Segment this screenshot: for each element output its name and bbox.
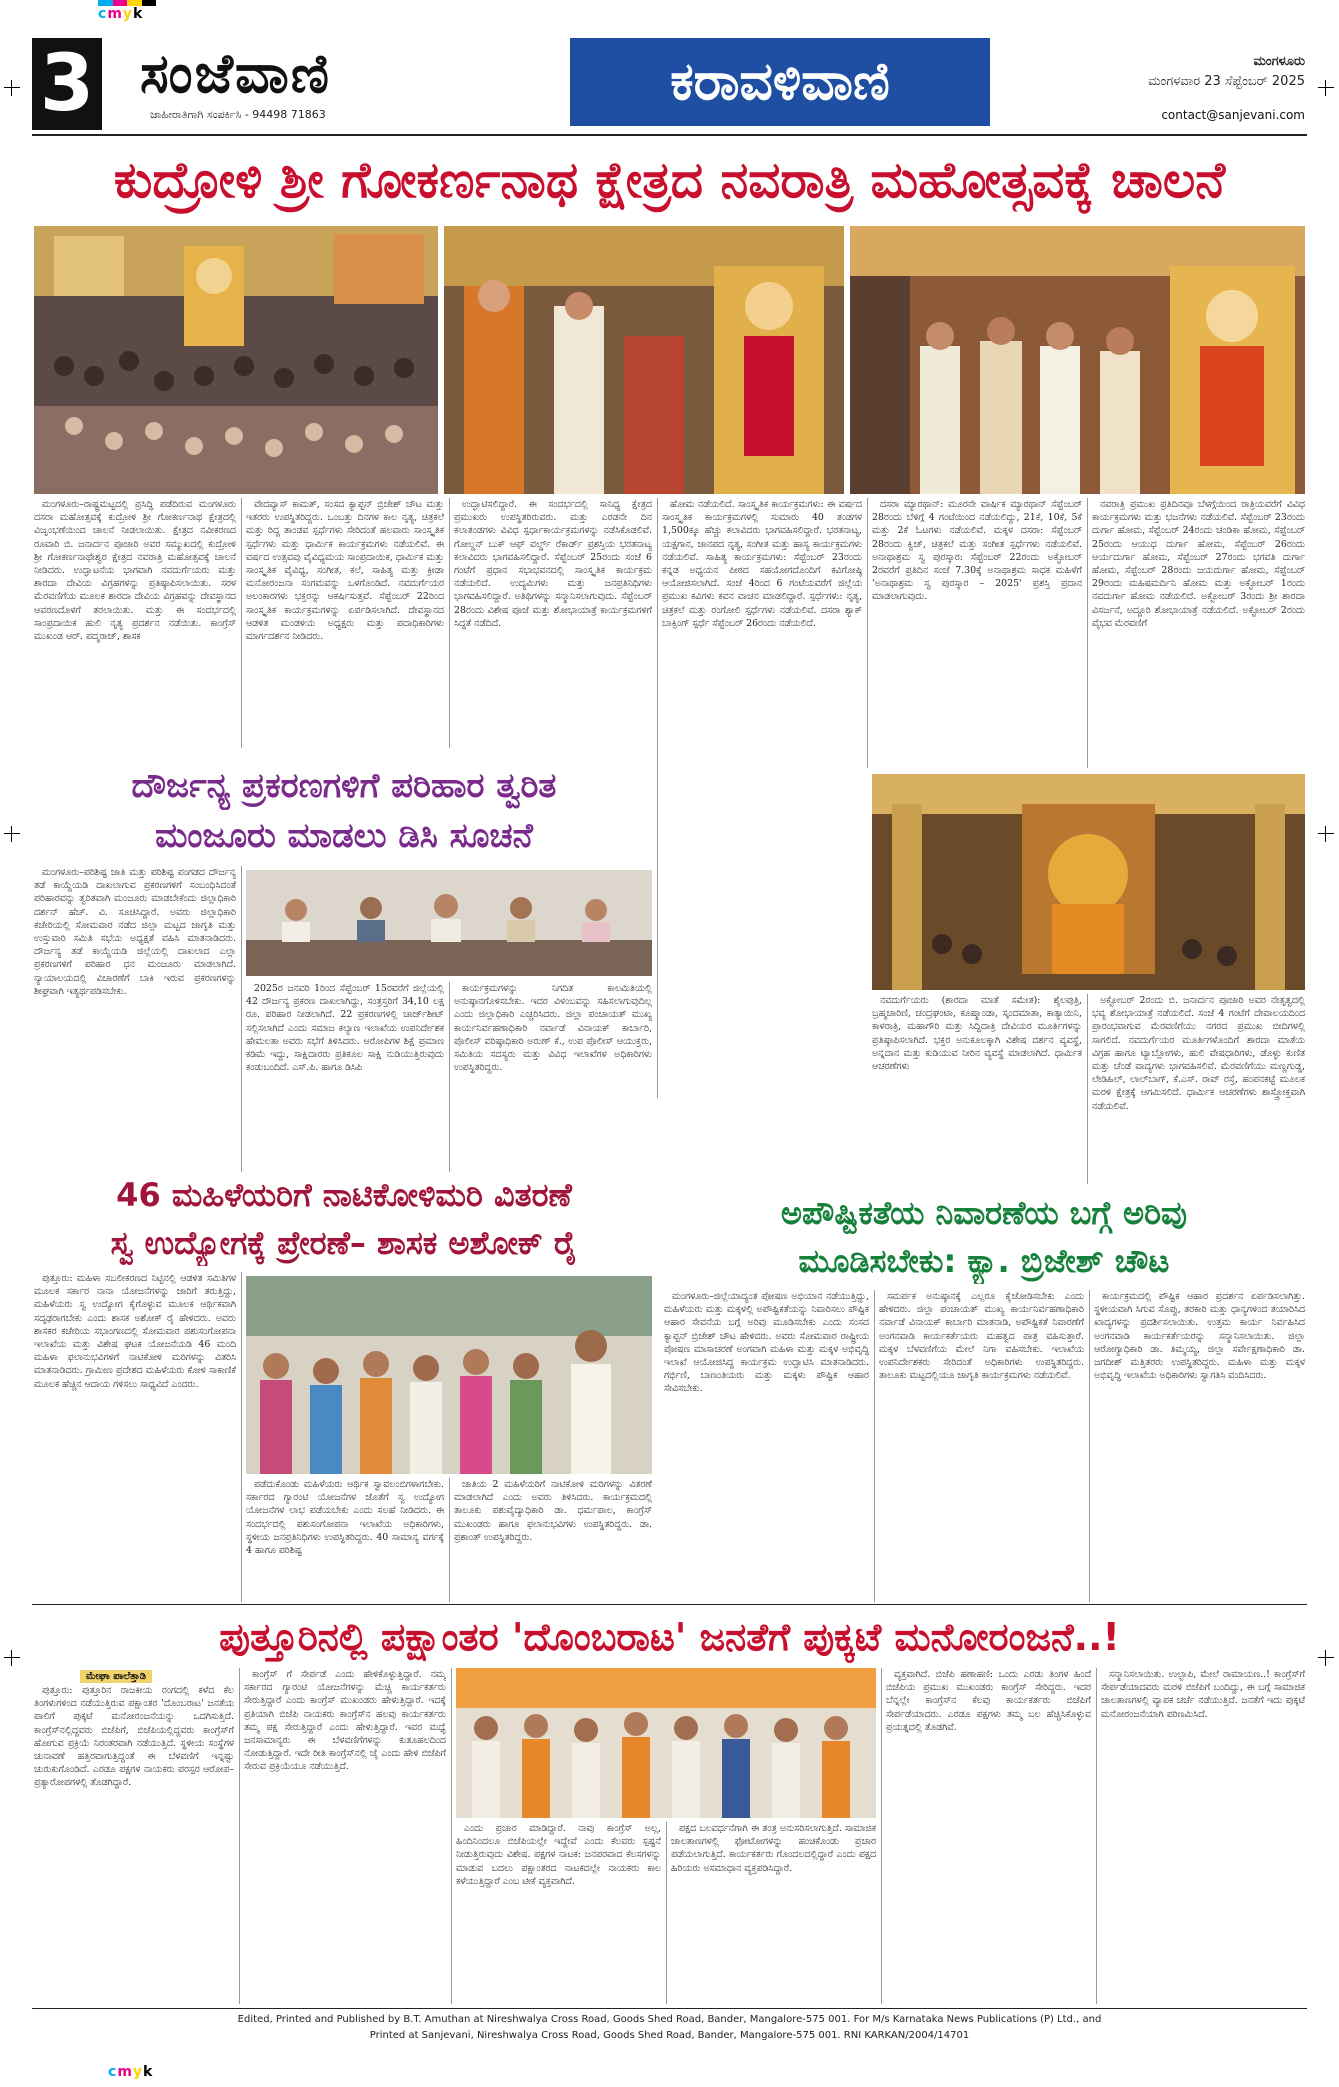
story2-col-3: ಕಾರ್ಯಕ್ರಮಗಳನ್ನು ನಿಗದಿತ ಕಾಲಮಿತಿಯಲ್ಲಿ ಅನುಷ್ಠಾನಗೊಳಿಸಬೇಕು. ಇದರ ವಿಳಂಬವನ್ನು ಸಹಿಸಲಾಗುವುದಿಲ್ಲ ಎಂದು ಜಿಲ್ಲಾಧಿಕಾರಿ ಎಚ್ಚರಿಸಿದರು. ಜಿಲ್ಲಾ ಪಂಚಾಯತ್ ಮುಖ್ಯ ಕಾರ್ಯನಿರ್ವಹಣಾಧಿಕಾರಿ ನರ್ವಾಡೆ ವಿನಾಯಕ್ ಕಾರ್ಬಾರಿ, ಪೊಲೀಸ್ ವರಿಷ್ಠಾಧಿಕಾರಿ ಅರುಣ್ ಕೆ., ಉಪ ಪೊಲೀಸ್ ಆಯುಕ್ತರು, ಸಮಿತಿಯ ಸದಸ್ಯರು ಮತ್ತು ವಿವಿಧ ಇಲಾಖೆಗಳ ಅಧಿಕಾರಿಗಳು ಉಪಸ್ಥಿತರಿದ್ದರು.: [454, 983, 652, 1074]
idol-photo-illustration: [872, 774, 1305, 990]
story5-col-4: ಪಕ್ಷದ ಬಲವರ್ಧನೆಗಾಗಿ ಈ ತಂತ್ರ ಅನುಸರಿಸಲಾಗುತ್ತಿದೆ. ಸಾಮಾಜಿಕ ಜಾಲತಾಣಗಳಲ್ಲಿ ಫೋಟೋಗಳನ್ನು ಹಂಚಿಕೊಂಡು ಪ್ರಚಾರ ಪಡೆಯಲಾಗುತ್ತಿದೆ. ಕಾರ್ಯಕರ್ತರು ಗೊಂದಲದಲ್ಲಿದ್ದಾರೆ ಎಂದು ಪಕ್ಷದ ಹಿರಿಯರು ಅಸಮಾಧಾನ ವ್ಯಕ್ತಪಡಿಸಿದ್ದಾರೆ.: [671, 1823, 876, 1874]
column-rule: [449, 982, 450, 1172]
column-rule: [657, 498, 658, 1098]
edition-masthead: [570, 38, 990, 126]
story2-col-2: 2025ರ ಜನವರಿ 1ರಿಂದ ಸೆಪ್ಟೆಂಬರ್ 15ರವರೆಗೆ ಜಿಲ್ಲೆಯಲ್ಲಿ 42 ದೌರ್ಜನ್ಯ ಪ್ರಕರಣ ದಾಖಲಾಗಿದ್ದು, ಸಂತ್ರಸ್ತರಿಗೆ 34,10 ಲಕ್ಷ ರೂ. ಪರಿಹಾರ ನೀಡಲಾಗಿದೆ. 22 ಪ್ರಕರಣಗಳಲ್ಲಿ ಚಾರ್ಜ್‌ಶೀಟ್ ಸಲ್ಲಿಸಲಾಗಿದೆ ಎಂದು ಸಮಾಜ ಕಲ್ಯಾಣ ಇಲಾಖೆಯ ಉಪನಿರ್ದೇಶಕ ಹೇಮಲತಾ ಅವರು ಸಭೆಗೆ ತಿಳಿಸಿದರು. ಆರೋಪಿಗಳ ಶಿಕ್ಷೆ ಪ್ರಮಾಣ ಕಡಿಮೆ ಇದ್ದು, ಸಾಕ್ಷಿದಾರರು ಪ್ರತಿಕೂಲ ಸಾಕ್ಷಿ ನುಡಿಯುತ್ತಿರುವುದು ಕಂಡುಬಂದಿದೆ. ಎಸ್.ಪಿ. ಹಾಗೂ ಡಿಸಿಪಿ: [246, 983, 444, 1074]
story2-col-1: ಮಂಗಳೂರು–ಪರಿಶಿಷ್ಟ ಜಾತಿ ಮತ್ತು ಪರಿಶಿಷ್ಟ ಪಂಗಡದ ದೌರ್ಜನ್ಯ ತಡೆ ಕಾಯ್ದೆಯಡಿ ದಾಖಲಾಗುವ ಪ್ರಕರಣಗಳಿಗೆ ಸಂಬಂಧಿಸಿದಂತೆ ಪರಿಹಾರವನ್ನು ತ್ವರಿತವಾಗಿ ಮಂಜೂರು ಮಾಡಬೇಕೆಂದು ಜಿಲ್ಲಾಧಿಕಾರಿ ದರ್ಶನ್ ಹೆಚ್. ವಿ. ಸೂಚಿಸಿದ್ದಾರೆ. ಅವರು ಜಿಲ್ಲಾಧಿಕಾರಿ ಕಚೇರಿಯಲ್ಲಿ ಸೋಮವಾರ ನಡೆದ ಜಿಲ್ಲಾ ಮಟ್ಟದ ಜಾಗೃತಿ ಮತ್ತು ಉಸ್ತುವಾರಿ ಸಮಿತಿ ಸಭೆಯ ಅಧ್ಯಕ್ಷತೆ ವಹಿಸಿ ಮಾತನಾಡಿದರು. ದೌರ್ಜನ್ಯ ತಡೆ ಕಾಯ್ದೆಯಡಿ ಜಿಲ್ಲೆಯಲ್ಲಿ ದಾಖಲಾದ ಎಲ್ಲಾ ಪ್ರಕರಣಗಳಿಗೆ ಪರಿಹಾರ ಧನ ಮಂಜೂರು ಮಾಡಲಾಗಿದೆ. ನ್ಯಾಯಾಲಯದಲ್ಲಿ ವಿಚಾರಣೆಗೆ ಬಾಕಿ ಇರುವ ಪ್ರಕರಣಗಳನ್ನು ಶೀಘ್ರವಾಗಿ ಇತ್ಯರ್ಥಪಡಿಸಬೇಕು.: [34, 867, 236, 997]
column-rule: [1096, 1668, 1097, 2004]
dasara-continued-col-1: ನವದುರ್ಗೆಯರು (ಶಾರದಾ ಮಾತೆ ಸಮೇತ): ಶೈಲಪುತ್ರಿ, ಬ್ರಹ್ಮಚಾರಿಣಿ, ಚಂದ್ರಘಂಟಾ, ಕೂಷ್ಮಾಂಡಾ, ಸ್ಕಂದಮಾತಾ, ಕಾತ್ಯಾಯಿನಿ, ಕಾಳರಾತ್ರಿ, ಮಹಾಗೌರಿ ಮತ್ತು ಸಿದ್ಧಿದಾತ್ರಿ ದೇವಿಯರ ಮೂರ್ತಿಗಳನ್ನು ಪ್ರತಿಷ್ಠಾಪಿಸಲಾಗಿದೆ. ಭಕ್ತರ ಅನುಕೂಲಕ್ಕಾಗಿ ವಿಶೇಷ ದರ್ಶನ ವ್ಯವಸ್ಥೆ, ಅನ್ನದಾನ ಮತ್ತು ಕುಡಿಯುವ ನೀರಿನ ವ್ಯವಸ್ಥೆ ಮಾಡಲಾಗಿದೆ. ಧಾರ್ಮಿಕ ಆಚರಣೆಗಳು: [872, 995, 1082, 1073]
column-rule: [451, 1668, 452, 2004]
story2-headline-line1: ದೌರ್ಜನ್ಯ ಪ್ರಕರಣಗಳಿಗೆ ಪರಿಹಾರ ತ್ವರಿತ: [131, 766, 557, 806]
top-story-col-6: ನವರಾತ್ರಿ ಪ್ರಮುಖ ಪ್ರತಿದಿನವೂ ಬೆಳಗ್ಗೆಯಿಂದ ರಾತ್ರಿಯವರೆಗೆ ವಿವಿಧ ಕಾರ್ಯಕ್ರಮಗಳು ಮತ್ತು ಭಜನೆಗಳು ನಡೆಯಲಿವೆ. ಸೆಪ್ಟೆಂಬರ್ 23ರಂದು ದುರ್ಗಾ ಹೋಮ, ಸೆಪ್ಟೆಂಬರ್ 24ರಂದು ಚಂಡಿಕಾ ಹೋಮ, ಸೆಪ್ಟೆಂಬರ್ 25ರಂದು ಆಯುಧ ದುರ್ಗಾ ಹೋಮ, ಸೆಪ್ಟೆಂಬರ್ 26ರಂದು ಆರ್ಯದುರ್ಗಾ ಹೋಮ, ಸೆಪ್ಟೆಂಬರ್ 27ರಂದು ಭಗವತಿ ದುರ್ಗಾ ಹೋಮ, ಸೆಪ್ಟೆಂಬರ್ 28ರಂದು ಜಯದುರ್ಗಾ ಹೋಮ, ಸೆಪ್ಟೆಂಬರ್ 29ರಂದು ಮಹಿಷಮರ್ದಿನಿ ಹೋಮ ಮತ್ತು ಅಕ್ಟೋಬರ್ 1ರಂದು ನವದುರ್ಗಾ ಹೋಮ ನಡೆಯಲಿದೆ. ಅಕ್ಟೋಬರ್ 3ರಂದು ಶ್ರೀ ಶಾರದಾ ವಿಸರ್ಜನೆ, ಅದ್ದೂರಿ ಶೋಭಾಯಾತ್ರೆ ನಡೆಯಲಿದೆ. ಅಕ್ಟೋಬರ್ 2ರಂದು ವೈಭವ ಮೆರವಣಿಗೆ: [1092, 499, 1305, 629]
column-rule: [666, 1822, 667, 2004]
story2-headline-line2: ಮಂಜೂರು ಮಾಡಲು ಡಿಸಿ ಸೂಚನೆ: [155, 816, 533, 856]
footer-rule: [32, 2008, 1307, 2009]
story3-col-3: ಜಾತಿಯ 2 ಮಹಿಳೆಯರಿಗೆ ನಾಟಿಕೋಳಿ ಮರಿಗಳನ್ನು ವಿತರಣೆ ಮಾಡಲಾಗಿದೆ ಎಂದು ಅವರು ತಿಳಿಸಿದರು. ಕಾರ್ಯಕ್ರಮದಲ್ಲಿ ತಾಲೂಕು ಪಶುವೈದ್ಯಾಧಿಕಾರಿ ಡಾ. ಧರ್ಮಪಾಲ, ಕಾಂಗ್ರೆಸ್ ಮುಖಂಡರು ಹಾಗೂ ಫಲಾನುಭವಿಗಳು ಉಪಸ್ಥಿತರಿದ್ದರು. ಡಾ. ಪ್ರಶಾಂತ್ ಉಪಸ್ಥಿತರಿದ್ದರು.: [454, 1479, 652, 1543]
column-rule: [1087, 498, 1088, 768]
top-story-col-4: ಹೋಮ ನಡೆಯಲಿದೆ. ಸಾಂಸ್ಕೃತಿಕ ಕಾರ್ಯಕ್ರಮಗಳು: ಈ ವರ್ಷದ ಸಾಂಸ್ಕೃತಿಕ ಕಾರ್ಯಕ್ರಮಗಳಲ್ಲಿ ಸುಮಾರು 40 ತಂಡಗಳ 1,500ಕ್ಕೂ ಹೆಚ್ಚು ಕಲಾವಿದರು ಭಾಗವಹಿಸಲಿದ್ದಾರೆ. ಭರತನಾಟ್ಯ, ಯಕ್ಷಗಾನ, ಜಾನಪದ ನೃತ್ಯ, ಸಂಗೀತ ಮತ್ತು ಹಾಸ್ಯ ಕಾರ್ಯಕ್ರಮಗಳು ನಡೆಯಲಿವೆ. ಸಾಹಿತ್ಯ ಕಾರ್ಯಕ್ರಮಗಳು: ಸೆಪ್ಟೆಂಬರ್ 23ರಂದು ಕನ್ನಡ ಅಧ್ಯಯನ ಪೀಠದ ಸಹಯೋಗದೊಂದಿಗೆ ಕವಿಗೋಷ್ಠಿ ಆಯೋಜಿಸಲಾಗಿದೆ. ಸಂಜೆ 4ರಿಂದ 6 ಗಂಟೆಯವರೆಗೆ ಜಿಲ್ಲೆಯ ಪ್ರಮುಖ ಕವಿಗಳು ಕವನ ವಾಚನ ಮಾಡಲಿದ್ದಾರೆ. ಸ್ಪರ್ಧೆಗಳು: ನೃತ್ಯ, ಚಿತ್ರಕಲೆ ಮತ್ತು ರಂಗೋಲಿ ಸ್ಪರ್ಧೆಗಳು ನಡೆಯಲಿವೆ. ದಸರಾ ಶ್ಯಾಕ್ ಬಾಕ್ಸಿಂಗ್ ಸ್ಪರ್ಧೆ ಸೆಪ್ಟೆಂಬರ್ 26ರಂದು ನಡೆಯಲಿದೆ.: [662, 499, 862, 629]
story4-headline-line2: ಮೂಡಿಸಬೇಕು: ಕ್ಯಾ. ಬ್ರಿಜೇಶ್ ಚೌಟ: [798, 1242, 1170, 1280]
story3-col-1: ಪುತ್ತೂರು: ಮಹಿಳಾ ಸಬಲೀಕರಣದ ನಿಟ್ಟಿನಲ್ಲಿ ಆಡಳಿತ ಸಮಿತಿಗಳ ಮೂಲಕ ಸರ್ಕಾರ ನಾನಾ ಯೋಜನೆಗಳನ್ನು ಜಾರಿಗೆ ತರುತ್ತಿದ್ದು, ಮಹಿಳೆಯರು ಸ್ವ ಉದ್ಯೋಗ ಕೈಗೊಳ್ಳುವ ಮೂಲಕ ಆರ್ಥಿಕವಾಗಿ ಸದೃಢರಾಗಬೇಕು ಎಂದು ಶಾಸಕ ಅಶೋಕ್ ರೈ ಹೇಳಿದರು. ಅವರು ಶಾಸಕರ ಕಚೇರಿಯ ಸಭಾಂಗಣದಲ್ಲಿ ಸೋಮವಾರ ಪಶುಸಂಗೋಪನಾ ಇಲಾಖೆಯ ಮತ್ತು ವಿಶೇಷ ಘಟಕ ಯೋಜನೆಯಡಿ 46 ಮಂದಿ ಮಹಿಳಾ ಫಲಾನುಭವಿಗಳಿಗೆ ನಾಟಿಕೋಳಿ ಮರಿಗಳನ್ನು ವಿತರಿಸಿ ಮಾತನಾಡಿದರು. ಗ್ರಾಮೀಣ ಪ್ರದೇಶದ ಮಹಿಳೆಯರು ಕೋಳಿ ಸಾಕಾಣಿಕೆ ಮೂಲಕ ಹೆಚ್ಚಿನ ಆದಾಯ ಗಳಿಸಲು ಸಾಧ್ಯವಿದೆ ಎಂದರು.: [34, 1273, 236, 1390]
edition-date: ಮಂಗಳವಾರ 23 ಸೆಪ್ಟೆಂಬರ್ 2025: [1148, 74, 1305, 89]
paper-masthead: [104, 38, 564, 108]
story3-headline-line1: 46 ಮಹಿಳೆಯರಿಗೆ ನಾಟಿಕೋಳಿಮರಿ ವಿತರಣೆ: [116, 1176, 572, 1214]
cmyk-mark-bottom: cmyk: [108, 2064, 154, 2080]
top-story-col-2: ವೇದವ್ಯಾಸ್ ಕಾಮತ್, ಸಂಸದ ಕ್ಯಾಪ್ಟನ್ ಬ್ರಿಜೇಶ್ ಚೌಟ ಮತ್ತು ಇತರರು ಉಪಸ್ಥಿತರಿದ್ದರು. ಒಂಬತ್ತು ದಿನಗಳ ಕಾಲ ನೃತ್ಯ, ಚಿತ್ರಕಲೆ ಮತ್ತು ರಿದ್ದ ತಾಂಡವ ಸ್ಪರ್ಧೆಗಳು ಸೇರಿದಂತೆ ಹಲವಾರು ಸಾಂಸ್ಕೃತಿಕ ಸ್ಪರ್ಧೆಗಳು ಮತ್ತು ಧಾರ್ಮಿಕ ಕಾರ್ಯಕ್ರಮಗಳು ನಡೆಯಲಿವೆ. ಈ ವರ್ಷದ ಉತ್ಸವವು ವೈವಿಧ್ಯಮಯ ಸಾಂಪ್ರದಾಯಿಕ, ಧಾರ್ಮಿಕ ಮತ್ತು ಸಾಂಸ್ಕೃತಿಕ ವೈವಿಧ್ಯ, ಸಂಗೀತ, ಕಲೆ, ಸಾಹಿತ್ಯ ಮತ್ತು ಕ್ರೀಡಾ ಮನೋರಂಜನಾ ಸಂಗಮವನ್ನು ಒಳಗೊಂಡಿದೆ. ನವದುರ್ಗೆಯರ ಅಲಂಕಾರಗಳು ಭಕ್ತರನ್ನು ಆಕರ್ಷಿಸುತ್ತವೆ. ಸೆಪ್ಟೆಂಬರ್ 22ರಿಂದ ಸಾಂಸ್ಕೃತಿಕ ಕಾರ್ಯಕ್ರಮಗಳನ್ನು ಏರ್ಪಡಿಸಲಾಗಿದೆ. ದೇವಸ್ಥಾನದ ಆಡಳಿತ ಮಂಡಳಿಯ ಅಧ್ಯಕ್ಷರು ಮತ್ತು ಪದಾಧಿಕಾರಿಗಳು ಮಾರ್ಗದರ್ಶನ ನೀಡಿದರು.: [246, 499, 444, 643]
party-photo-illustration: [456, 1668, 876, 1818]
dasara-continued-col-2: ಅಕ್ಟೋಬರ್ 2ರಂದು ಬಿ. ಜನಾರ್ದನ ಪೂಜಾರಿ ಅವರ ನೇತೃತ್ವದಲ್ಲಿ ಭವ್ಯ ಶೋಭಾಯಾತ್ರೆ ನಡೆಯಲಿದೆ. ಸಂಜೆ 4 ಗಂಟೆಗೆ ದೇವಾಲಯದಿಂದ ಪ್ರಾರಂಭವಾಗುವ ಮೆರವಣಿಗೆಯು ನಗರದ ಪ್ರಮುಖ ಬೀದಿಗಳಲ್ಲಿ ಸಾಗಲಿದೆ. ನವದುರ್ಗೆಯರ ಮೂರ್ತಿಗಳೊಂದಿಗೆ ಶಾರದಾ ಮಾತೆಯ ವಿಗ್ರಹ ಹಾಗೂ ಟ್ಯಾಬ್ಲೋಗಳು, ಹುಲಿ ವೇಷಧಾರಿಗಳು, ಡೊಳ್ಳು ಕುಣಿತ ಮತ್ತು ಚೆಂಡೆ ವಾದ್ಯಗಳು ಭಾಗವಹಿಸಲಿವೆ. ಮೆರವಣಿಗೆಯು ಮಣ್ಣಗುಡ್ಡ, ಲೇಡಿಹಿಲ್, ಲಾಲ್‌ಬಾಗ್, ಕೆ.ಎಸ್. ರಾವ್ ರಸ್ತೆ, ಹಂಪನಕಟ್ಟೆ ಮೂಲಕ ಮರಳಿ ಕ್ಷೇತ್ರಕ್ಕೆ ಆಗಮಿಸಲಿದೆ. ಧಾರ್ಮಿಕ ಆಚರಣೆಗಳು ಶಾಸ್ತ್ರೋಕ್ತವಾಗಿ ನಡೆಯಲಿವೆ.: [1092, 995, 1305, 1112]
story4-col-2: ಸಮರ್ಪಕ ಅನುಷ್ಠಾನಕ್ಕೆ ಎಲ್ಲರೂ ಕೈಜೋಡಿಸಬೇಕು ಎಂದು ಹೇಳಿದರು. ಜಿಲ್ಲಾ ಪಂಚಾಯತ್ ಮುಖ್ಯ ಕಾರ್ಯನಿರ್ವಹಣಾಧಿಕಾರಿ ನರ್ವಾಡೆ ವಿನಾಯಕ್ ಕಾರ್ಬಾರಿ ಮಾತನಾಡಿ, ಅಪೌಷ್ಟಿಕತೆ ನಿವಾರಣೆಗೆ ಅಂಗನವಾಡಿ ಕಾರ್ಯಕರ್ತೆಯರು ಮಹತ್ವದ ಪಾತ್ರ ವಹಿಸುತ್ತಾರೆ. ಮಕ್ಕಳ ಬೆಳವಣಿಗೆಯ ಮೇಲೆ ನಿಗಾ ವಹಿಸಬೇಕು. ಇಲಾಖೆಯ ಉಪನಿರ್ದೇಶಕರು ಸೇರಿದಂತೆ ಅಧಿಕಾರಿಗಳು ಉಪಸ್ಥಿತರಿದ್ದರು. ತಾಲೂಕು ಮಟ್ಟದಲ್ಲಿಯೂ ಜಾಗೃತಿ ಕಾರ್ಯಕ್ರಮಗಳು ನಡೆಯಲಿವೆ.: [879, 1291, 1084, 1382]
top-story-col-3: ಉದ್ಘಾಟಿಸಲಿದ್ದಾರೆ. ಈ ಸಂದರ್ಭದಲ್ಲಿ ಸಾನಿಧ್ಯ ಕ್ಷೇತ್ರದ ಪ್ರಮುಖರು ಉಪಸ್ಥಿತರಿರುವರು. ಮತ್ತು ಎರಡನೇ ದಿನ ಕಲಾತಂಡಗಳು ವಿವಿಧ ಸ್ಪರ್ಧಾಕಾರ್ಯಕ್ರಮಗಳನ್ನು ನಡೆಸಿಕೊಡಲಿವೆ. ಗೋಲ್ಡನ್ ಬುಕ್ ಆಫ್ ವರ್ಲ್ಡ್ ರೆಕಾರ್ಡ್ ಪ್ರಶಸ್ತಿಯ ಭರತನಾಟ್ಯ ಕಲಾವಿದರು ಭಾಗವಹಿಸಲಿದ್ದಾರೆ. ಸೆಪ್ಟೆಂಬರ್ 25ರಂದು ಸಂಜೆ 6 ಗಂಟೆಗೆ ಪ್ರಧಾನ ಸಭಾಭವನದಲ್ಲಿ ಸಾಂಸ್ಕೃತಿಕ ಕಾರ್ಯಕ್ರಮ ನಡೆಯಲಿದೆ. ಉದ್ಯಮಿಗಳು ಮತ್ತು ಜನಪ್ರತಿನಿಧಿಗಳು ಭಾಗವಹಿಸಲಿದ್ದಾರೆ. ಅತಿಥಿಗಳನ್ನು ಸನ್ಮಾನಿಸಲಾಗುವುದು. ಸೆಪ್ಟೆಂಬರ್ 28ರಂದು ವಿಶೇಷ ಪೂಜೆ ಮತ್ತು ಶೋಭಾಯಾತ್ರೆ ಕಾರ್ಯಕ್ರಮಗಳಿಗೆ ಸಿದ್ಧತೆ ನಡೆದಿದೆ.: [454, 499, 652, 629]
dignitaries-photo-illustration: [850, 226, 1305, 494]
column-rule: [241, 1272, 242, 1602]
registration-mark-right-mid: [1318, 826, 1334, 842]
photo-dignitaries-idol: [850, 226, 1305, 494]
story3-headline-line2: ಸ್ವ ಉದ್ಯೋಗಕ್ಕೆ ಪ್ರೇರಣೆ– ಶಾಸಕ ಅಶೋಕ್ ರೈ: [110, 1224, 578, 1262]
crowd-photo-illustration: [34, 226, 438, 494]
edition-city: ಮಂಗಳೂರು: [1253, 54, 1305, 69]
contact-email: contact@sanjevani.com: [1161, 108, 1305, 122]
column-rule: [241, 866, 242, 1172]
date-block: [1000, 52, 1305, 92]
top-story-col-1: ಮಂಗಳೂರು–ರಾಷ್ಟ್ರಮಟ್ಟದಲ್ಲಿ ಪ್ರಸಿದ್ಧಿ ಪಡೆದಿರುವ ಮಂಗಳೂರು ದಸರಾ ಮಹೋತ್ಸವಕ್ಕೆ ಕುದ್ರೋಳಿ ಶ್ರೀ ಗೋಕರ್ಣನಾಥ ಕ್ಷೇತ್ರದಲ್ಲಿ ವಿಜೃಂಭಣೆಯಿಂದ ಚಾಲನೆ ನೀಡಲಾಯಿತು. ಕ್ಷೇತ್ರದ ನವೀಕರಣದ ರೂವಾರಿ ಬಿ. ಜನಾರ್ದನ ಪೂಜಾರಿ ಅವರ ಸಮ್ಮುಖದಲ್ಲಿ ಕುದ್ರೋಳಿ ಶ್ರೀ ಗೋಕರ್ಣನಾಥೇಶ್ವರ ಕ್ಷೇತ್ರದ ನವರಾತ್ರಿ ಮಹೋತ್ಸವಕ್ಕೆ ಚಾಲನೆ ನೀಡಿದರು. ಉದ್ಘಾಟನೆಯ ಭಾಗವಾಗಿ ನವದುರ್ಗೆಯರು ಮತ್ತು ಶಾರದಾ ದೇವಿಯ ವಿಗ್ರಹಗಳನ್ನು ಪ್ರತಿಷ್ಠಾಪಿಸಲಾಯಿತು. ಸರಳ ಮೆರವಣಿಗೆಯ ಮೂಲಕ ಶಾರದಾ ದೇವಿಯ ವಿಗ್ರಹವನ್ನು ದೇವಸ್ಥಾನದ ಆವರಣದೊಳಗೆ ತರಲಾಯಿತು. ಮತ್ತು ಈ ಸಂದರ್ಭದಲ್ಲಿ ಸಾಂಪ್ರದಾಯಿಕ ಹುಲಿ ನೃತ್ಯ ಪ್ರದರ್ಶನ ನಡೆಯಿತು. ಕಾಂಗ್ರೆಸ್ ಮುಖಂಡ ಆರ್. ಪದ್ಮರಾಜ್, ಶಾಸಕ: [34, 499, 236, 643]
story5-col-2: ಕಾಂಗ್ರೆಸ್ ಗೆ ಸೇರ್ಪಡೆ ಎಂದು ಹೇಳಿಕೊಳ್ಳುತ್ತಿದ್ದಾರೆ. ನಮ್ಮ ಸರ್ಕಾರದ ಗ್ಯಾರಂಟಿ ಯೋಜನೆಗಳನ್ನು ಮೆಚ್ಚಿ ಕಾರ್ಯಕರ್ತರು ಸೇರುತ್ತಿದ್ದಾರೆ ಎಂದು ಕಾಂಗ್ರೆಸ್ ಮುಖಂಡರು ಹೇಳುತ್ತಿದ್ದಾರೆ. ಇದಕ್ಕೆ ಪ್ರತಿಯಾಗಿ ಬಿಜೆಪಿ ನಾಯಕರು ಕಾಂಗ್ರೆಸ್‌ನ ಹಲವು ಕಾರ್ಯಕರ್ತರು ತಮ್ಮ ಪಕ್ಷ ಸೇರುತ್ತಿದ್ದಾರೆ ಎಂದು ಹೇಳುತ್ತಿದ್ದಾರೆ. ಇವರ ಮಧ್ಯೆ ಜನಸಾಮಾನ್ಯರು ಈ ಬೆಳವಣಿಗೆಗಳನ್ನು ಕುತೂಹಲದಿಂದ ನೋಡುತ್ತಿದ್ದಾರೆ. ಇದೇ ರೀತಿ ಕಾಂಗ್ರೆಸ್‌ನಲ್ಲಿ ಜೈ ಎಂದು ಹೇಳಿ ಬಿಜೆಪಿಗೆ ಸೇರುವ ಪ್ರಕ್ರಿಯೆಯೂ ನಡೆಯುತ್ತಿದೆ.: [244, 1669, 446, 1773]
section-rule: [32, 1604, 1307, 1605]
story3-col-2: ಪಡೆದುಕೊಂಡು ಮಹಿಳೆಯರು ಆರ್ಥಿಕ ಸ್ವಾವಲಂಬಿಗಳಾಗಬೇಕು. ಸರ್ಕಾರದ ಗ್ಯಾರಂಟಿ ಯೋಜನೆಗಳ ಜೊತೆಗೆ ಸ್ವ ಉದ್ಯೋಗ ಯೋಜನೆಗಳ ಲಾಭ ಪಡೆಯಬೇಕು ಎಂದು ಸಲಹೆ ನೀಡಿದರು. ಈ ಸಂದರ್ಭದಲ್ಲಿ ಪಶುಸಂಗೋಪನಾ ಇಲಾಖೆಯ ಅಧಿಕಾರಿಗಳು, ಸ್ಥಳೀಯ ಜನಪ್ರತಿನಿಧಿಗಳು ಉಪಸ್ಥಿತರಿದ್ದರು. 40 ಸಾಮಾನ್ಯ ವರ್ಗಕ್ಕೆ 4 ಹಾಗೂ ಪರಿಶಿಷ್ಟ: [246, 1479, 444, 1557]
paper-ad-contact: ಜಾಹೀರಾತಿಗಾಗಿ ಸಂಪರ್ಕಿಸಿ - 94498 71863: [150, 108, 326, 121]
column-rule: [241, 498, 242, 748]
photo-chick-distribution: [246, 1276, 652, 1474]
column-rule: [1089, 1290, 1090, 1602]
ceremony-photo-illustration: [444, 226, 844, 494]
column-rule: [874, 1290, 875, 1602]
story5-headline: ಪುತ್ತೂರಿನಲ್ಲಿ ಪಕ್ಷಾಂತರ 'ದೊಂಬರಾಟ' ಜನತೆಗೆ ಪುಕ್ಕಟೆ ಮನೋರಂಜನೆ..!: [219, 1615, 1120, 1659]
story5-col-3: ಎಂದು ಪ್ರಚಾರ ಮಾಡಿದ್ದಾರೆ. ನಾವು ಕಾಂಗ್ರೆಸ್ ಅಲ್ಲ, ಹಿಂದಿನಿಂದಲೂ ಬಿಜೆಪಿಯಲ್ಲೇ ಇದ್ದೇವೆ ಎಂದು ಕೆಲವರು ಸ್ಪಷ್ಟನೆ ನೀಡುತ್ತಿರುವುದು ವಿಶೇಷ. ಪಕ್ಷಗಳ ನಾಟಕ: ಜನಪರವಾದ ಕೆಲಸಗಳನ್ನು ಮಾಡುವ ಬದಲು ಪಕ್ಷಾಂತರದ ನಾಟಕದಲ್ಲೇ ನಾಯಕರು ಕಾಲ ಕಳೆಯುತ್ತಿದ್ದಾರೆ ಎಂಬ ಟೀಕೆ ವ್ಯಕ್ತವಾಗಿದೆ.: [456, 1823, 661, 1887]
story5-col-6: ಸನ್ಮಾನಿಸಲಾಯಿತು. ಉಲ್ಟಾಪಿ, ಮೇಲೆ ರಾಮಾಯಣ..! ಕಾಂಗ್ರೆಸ್‌ಗೆ ಸೇರ್ಪಡೆಯಾದವರು ಮರಳಿ ಬಿಜೆಪಿಗೆ ಬಂದಿದ್ದು, ಈ ಬಗ್ಗೆ ಸಾಮಾಜಿಕ ಜಾಲತಾಣಗಳಲ್ಲಿ ವ್ಯಾಪಕ ಚರ್ಚೆ ನಡೆಯುತ್ತಿದೆ. ಜನತೆಗೆ ಇದು ಪುಕ್ಕಟೆ ಮನೋರಂಜನೆಯಾಗಿ ಪರಿಣಮಿಸಿದೆ.: [1101, 1669, 1305, 1720]
meeting-photo-illustration: [246, 870, 652, 976]
column-rule: [867, 498, 868, 768]
registration-mark-left-mid: [4, 826, 20, 842]
photo-inauguration-ceremony: [444, 226, 844, 494]
registration-mark-left-bottom: [4, 1650, 20, 1666]
page-number: 3: [32, 38, 102, 130]
masthead-rule: [32, 134, 1307, 136]
column-rule: [449, 1478, 450, 1602]
distribution-photo-illustration: [246, 1276, 652, 1474]
story4-col-3: ಕಾರ್ಯಕ್ರಮದಲ್ಲಿ ಪೌಷ್ಟಿಕ ಆಹಾರ ಪ್ರದರ್ಶನ ಏರ್ಪಡಿಸಲಾಗಿತ್ತು. ಸ್ಥಳೀಯವಾಗಿ ಸಿಗುವ ಸೊಪ್ಪು, ತರಕಾರಿ ಮತ್ತು ಧಾನ್ಯಗಳಿಂದ ತಯಾರಿಸಿದ ಖಾದ್ಯಗಳನ್ನು ಪ್ರದರ್ಶಿಸಲಾಯಿತು. ಉತ್ತಮ ಕಾರ್ಯ ನಿರ್ವಹಿಸಿದ ಅಂಗನವಾಡಿ ಕಾರ್ಯಕರ್ತೆಯರನ್ನು ಸನ್ಮಾನಿಸಲಾಯಿತು. ಜಿಲ್ಲಾ ಆರೋಗ್ಯಾಧಿಕಾರಿ ಡಾ. ತಿಮ್ಮಯ್ಯ, ಜಿಲ್ಲಾ ಸರ್ವೇಕ್ಷಣಾಧಿಕಾರಿ ಡಾ. ಜಗದೀಶ್ ಮತ್ತಿತರರು ಉಪಸ್ಥಿತರಿದ್ದರು. ಮಹಿಳಾ ಮತ್ತು ಮಕ್ಕಳ ಅಭಿವೃದ್ಧಿ ಇಲಾಖೆಯ ಅಧಿಕಾರಿಗಳು ಸ್ವಾಗತಿಸಿ ವಂದಿಸಿದರು.: [1094, 1291, 1305, 1382]
column-rule: [1087, 994, 1088, 1184]
column-rule: [881, 1668, 882, 2004]
registration-mark-right-top: [1318, 80, 1334, 96]
photo-idol-shrine: [872, 774, 1305, 990]
top-story-headline: ಕುದ್ರೋಳಿ ಶ್ರೀ ಗೋಕರ್ಣನಾಥ ಕ್ಷೇತ್ರದ ನವರಾತ್ರಿ ಮಹೋತ್ಸವಕ್ಕೆ ಚಾಲನೆ: [113, 151, 1226, 209]
column-rule: [239, 1668, 240, 2004]
photo-crowd-procession: [34, 226, 438, 494]
imprint-line-2: Printed at Sanjevani, Nireshwalya Cross Road, Goods Shed Road, Bander, Mangalore-575 001. RNI KARKAN/2004/14701: [369, 2030, 970, 2041]
imprint-footer: [32, 2012, 1307, 2044]
edition-name: ಕರಾವಳಿವಾಣಿ: [670, 51, 890, 112]
photo-dc-meeting: [246, 870, 652, 976]
color-bar: [98, 0, 156, 6]
imprint-line-1: Edited, Printed and Published by B.T. Amuthan at Nireshwalya Cross Road, Goods Shed Road, Bander, Mangalore-575 001. For M/s Karnataka News Publications (P) Ltd., and: [237, 2014, 1102, 2025]
top-story-col-5: ದಸರಾ ಮ್ಯಾರಥಾನ್: ಮೂರನೇ ವಾರ್ಷಿಕ ಮ್ಯಾರಥಾನ್ ಸೆಪ್ಟೆಂಬರ್ 28ರಂದು ಬೆಳಿಗ್ಗೆ 4 ಗಂಟೆಯಿಂದ ನಡೆಯಲಿದ್ದು, 21ಕೆ, 10ಕೆ, 5ಕೆ ಮತ್ತು 2ಕೆ ಓಟಗಳು ನಡೆಯಲಿವೆ. ಮಕ್ಕಳ ದಸರಾ: ಸೆಪ್ಟೆಂಬರ್ 28ರಂದು ಕ್ವಿಜ್, ಚಿತ್ರಕಲೆ ಮತ್ತು ಸಂಗೀತ ಸ್ಪರ್ಧೆಗಳು ನಡೆಯಲಿವೆ. ಅನಾಥಾಶ್ರಮ ಸ್ವ ಪುರಸ್ಕಾರ: ಸೆಪ್ಟೆಂಬರ್ 22ರಂದು ಅಕ್ಟೋಬರ್ 2ರವರೆಗೆ ಪ್ರತಿದಿನ ಸಂಜೆ 7.30ಕ್ಕೆ ಅನಾಥಾಶ್ರಮ ಸಾಧಕ ಮಹಿಳೆಗೆ 'ಅನಾಥಾಶ್ರಮ ಸ್ವ ಪುರಸ್ಕಾರ – 2025' ಪ್ರಶಸ್ತಿ ಪ್ರದಾನ ಮಾಡಲಾಗುವುದು.: [872, 499, 1082, 603]
story5-byline: ಮೇಘಾ ಪಾಲೆತ್ತಾಡಿ: [80, 1664, 152, 1683]
photo-party-joining: [456, 1668, 876, 1818]
registration-mark-right-bottom: [1318, 1650, 1334, 1666]
story4-headline-line1: ಅಪೌಷ್ಟಿಕತೆಯ ನಿವಾರಣೆಯ ಬಗ್ಗೆ ಅರಿವು: [780, 1194, 1188, 1232]
cmyk-mark-top: cmyk: [98, 6, 144, 22]
paper-name: ಸಂಜೆವಾಣಿ: [140, 41, 332, 105]
registration-mark-left-top: [4, 80, 20, 96]
column-rule: [449, 498, 450, 748]
story4-col-1: ಮಂಗಳೂರು–ಜಿಲ್ಲೆಯಾದ್ಯಂತ ಪೋಷಣ ಅಭಿಯಾನ ನಡೆಯುತ್ತಿದ್ದು, ಮಹಿಳೆಯರು ಮತ್ತು ಮಕ್ಕಳಲ್ಲಿ ಅಪೌಷ್ಟಿಕತೆಯನ್ನು ನಿವಾರಿಸಲು ಪೌಷ್ಟಿಕ ಆಹಾರ ಸೇವನೆಯ ಬಗ್ಗೆ ಅರಿವು ಮೂಡಿಸಬೇಕು ಎಂದು ಸಂಸದ ಕ್ಯಾಪ್ಟನ್ ಬ್ರಿಜೇಶ್ ಚೌಟ ಹೇಳಿದರು. ಅವರು ಸೋಮವಾರ ರಾಷ್ಟ್ರೀಯ ಪೋಷಣ ಮಾಸಾಚರಣೆ ಅಂಗವಾಗಿ ಮಹಿಳಾ ಮತ್ತು ಮಕ್ಕಳ ಅಭಿವೃದ್ಧಿ ಇಲಾಖೆ ಆಯೋಜಿಸಿದ್ದ ಕಾರ್ಯಕ್ರಮ ಉದ್ಘಾಟಿಸಿ ಮಾತನಾಡಿದರು. ಗರ್ಭಿಣಿ, ಬಾಣಂತಿಯರು ಮತ್ತು ಮಕ್ಕಳು ಪೌಷ್ಟಿಕ ಆಹಾರ ಸೇವಿಸಬೇಕು.: [664, 1291, 869, 1395]
story5-col-1: ಪುತ್ತೂರು: ಪುತ್ತೂರಿನ ರಾಜಕೀಯ ರಂಗದಲ್ಲಿ ಕಳೆದ ಕೆಲ ತಿಂಗಳುಗಳಿಂದ ನಡೆಯುತ್ತಿರುವ ಪಕ್ಷಾಂತರ 'ದೊಂಬರಾಟ' ಜನತೆಯ ಪಾಲಿಗೆ ಪುಕ್ಕಟೆ ಮನೋರಂಜನೆಯನ್ನು ಒದಗಿಸುತ್ತಿದೆ. ಕಾಂಗ್ರೆಸ್‌ನಲ್ಲಿದ್ದವರು ಬಿಜೆಪಿಗೆ, ಬಿಜೆಪಿಯಲ್ಲಿದ್ದವರು ಕಾಂಗ್ರೆಸ್‌ಗೆ ಹೋಗುವ ಪ್ರಕ್ರಿಯೆ ನಿರಂತರವಾಗಿ ನಡೆಯುತ್ತಿದೆ. ಸ್ಥಳೀಯ ಸಂಸ್ಥೆಗಳ ಚುನಾವಣೆ ಹತ್ತಿರವಾಗುತ್ತಿದ್ದಂತೆ ಈ ಬೆಳವಣಿಗೆ ಇನ್ನಷ್ಟು ಚುರುಕುಗೊಂಡಿದೆ. ಎರಡೂ ಪಕ್ಷಗಳ ನಾಯಕರು ಪರಸ್ಪರ ಆರೋಪ–ಪ್ರತ್ಯಾರೋಪಗಳಲ್ಲಿ ತೊಡಗಿದ್ದಾರೆ.: [34, 1685, 234, 1789]
story5-col-5: ವ್ಯಕ್ತವಾಗಿದೆ. ಬಿಜೆಪಿ ಹಣಾಹಣಿ: ಒಂದು ಎರಡು ತಿಂಗಳ ಹಿಂದೆ ಬಿಜೆಪಿಯ ಪ್ರಮುಖ ಮುಖಂಡರು ಕಾಂಗ್ರೆಸ್ ಸೇರಿದ್ದರು. ಇದರ ಬೆನ್ನಲ್ಲೇ ಕಾಂಗ್ರೆಸ್‌ನ ಕೆಲವು ಕಾರ್ಯಕರ್ತರು ಬಿಜೆಪಿಗೆ ಸೇರ್ಪಡೆಯಾದರು. ಎರಡೂ ಪಕ್ಷಗಳು ತಮ್ಮ ಬಲ ಹೆಚ್ಚಿಸಿಕೊಳ್ಳುವ ಪ್ರಯತ್ನದಲ್ಲಿ ತೊಡಗಿವೆ.: [886, 1669, 1091, 1733]
